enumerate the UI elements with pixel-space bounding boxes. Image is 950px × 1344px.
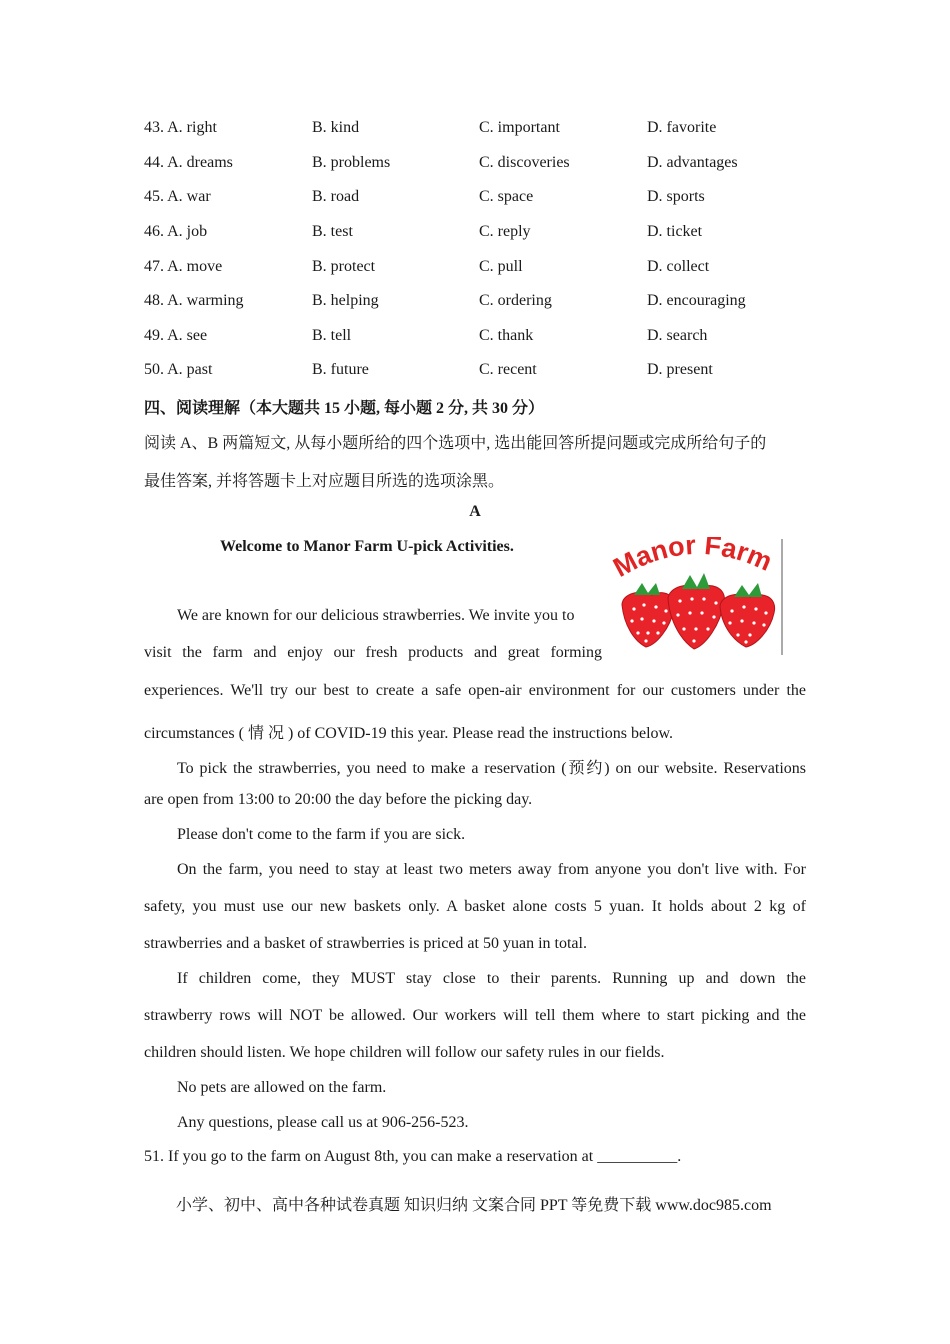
- option-d: D. sports: [647, 188, 705, 205]
- paragraph-1-line-3: experiences. We'll try our best to create a safe open-air environment for our customers under the: [144, 682, 806, 699]
- paragraph-4-line-1: On the farm, you need to stay at least two meters away from anyone you don't live with. For: [177, 861, 806, 878]
- option-d: D. collect: [647, 258, 710, 275]
- question-51: 51. If you go to the farm on August 8th, you can make a reservation at __________.: [144, 1148, 682, 1165]
- option-d: D. present: [647, 361, 713, 378]
- question-50-options: [144, 361, 824, 385]
- question-43-options: [144, 119, 824, 143]
- option-a: 48. A. warming: [144, 292, 244, 309]
- option-b: B. protect: [312, 258, 376, 275]
- option-c: C. reply: [479, 223, 531, 240]
- strawberry-middle-icon: [668, 573, 725, 649]
- paragraph-7: Any questions, please call us at 906-256-523.: [177, 1114, 469, 1131]
- paragraph-5-line-1: If children come, they MUST stay close to their parents. Running up and down the: [177, 970, 806, 987]
- option-b: B. future: [312, 361, 369, 378]
- question-47-options: [144, 258, 824, 282]
- paragraph-1-line-2: visit the farm and enjoy our fresh products and great forming: [144, 644, 602, 661]
- passage-label: A: [469, 503, 481, 520]
- page-footer: 小学、初中、高中各种试卷真题 知识归纳 文案合同 PPT 等免费下载 www.doc985.com: [176, 1197, 772, 1214]
- option-c: C. important: [479, 119, 560, 136]
- logo-lettering: anor Farm: [630, 537, 777, 577]
- manor-farm-logo: [612, 537, 784, 657]
- option-c: C. ordering: [479, 292, 552, 309]
- question-46-options: [144, 223, 824, 247]
- section-instruction-line1: 阅读 A、B 两篇短文, 从每小题所给的四个选项中, 选出能回答所提问题或完成所给句子的: [144, 435, 767, 452]
- question-48-options: [144, 292, 824, 316]
- paragraph-2-line-1: To pick the strawberries, you need to make a reservation (预约) on our website. Reservations: [177, 760, 806, 777]
- question-44-options: [144, 154, 824, 178]
- option-b: B. test: [312, 223, 353, 240]
- option-a: 45. A. war: [144, 188, 211, 205]
- option-b: B. kind: [312, 119, 360, 136]
- section-title: 四、阅读理解（本大题共 15 小题, 每小题 2 分, 共 30 分）: [144, 400, 545, 417]
- paragraph-4-line-3: strawberries and a basket of strawberries is priced at 50 yuan in total.: [144, 935, 587, 952]
- option-a: 47. A. move: [144, 258, 223, 275]
- paragraph-5-line-3: children should listen. We hope children will follow our safety rules in our fields.: [144, 1044, 665, 1061]
- option-c: C. discoveries: [479, 154, 570, 171]
- strawberry-left-icon: [622, 583, 675, 647]
- question-49-options: [144, 327, 824, 351]
- option-d: D. encouraging: [647, 292, 746, 309]
- option-a: 44. A. dreams: [144, 154, 233, 171]
- option-a: 46. A. job: [144, 223, 208, 240]
- section-instruction-line2: 最佳答案, 并将答题卡上对应题目所选的选项涂黑。: [144, 473, 505, 490]
- option-b: B. problems: [312, 154, 391, 171]
- option-d: D. ticket: [647, 223, 703, 240]
- strawberry-logo-icon: [612, 537, 784, 657]
- paragraph-1-line-4: circumstances ( 情 况 ) of COVID-19 this year. Please read the instructions below.: [144, 725, 674, 742]
- paragraph-4-line-2: safety, you must use our new baskets only. A basket alone costs 5 yuan. It holds about 2 kg of: [144, 898, 806, 915]
- option-d: D. favorite: [647, 119, 717, 136]
- option-c: C. space: [479, 188, 534, 205]
- paragraph-3: Please don't come to the farm if you are sick.: [177, 826, 466, 843]
- option-c: C. thank: [479, 327, 534, 344]
- paragraph-5-line-2: strawberry rows will NOT be allowed. Our workers will tell them where to start picking and the: [144, 1007, 806, 1024]
- option-a: 43. A. right: [144, 119, 217, 136]
- option-a: 49. A. see: [144, 327, 208, 344]
- paragraph-1-line-1: We are known for our delicious strawberries. We invite you to: [177, 607, 575, 624]
- strawberry-right-icon: [720, 583, 775, 647]
- option-d: D. search: [647, 327, 708, 344]
- passage-title: Welcome to Manor Farm U-pick Activities.: [220, 538, 514, 555]
- option-c: C. pull: [479, 258, 523, 275]
- option-a: 50. A. past: [144, 361, 213, 378]
- option-b: B. helping: [312, 292, 379, 309]
- paragraph-2-line-2: are open from 13:00 to 20:00 the day before the picking day.: [144, 791, 533, 808]
- paragraph-6: No pets are allowed on the farm.: [177, 1079, 387, 1096]
- question-45-options: [144, 188, 824, 212]
- option-b: B. road: [312, 188, 360, 205]
- option-b: B. tell: [312, 327, 352, 344]
- option-d: D. advantages: [647, 154, 738, 171]
- option-c: C. recent: [479, 361, 537, 378]
